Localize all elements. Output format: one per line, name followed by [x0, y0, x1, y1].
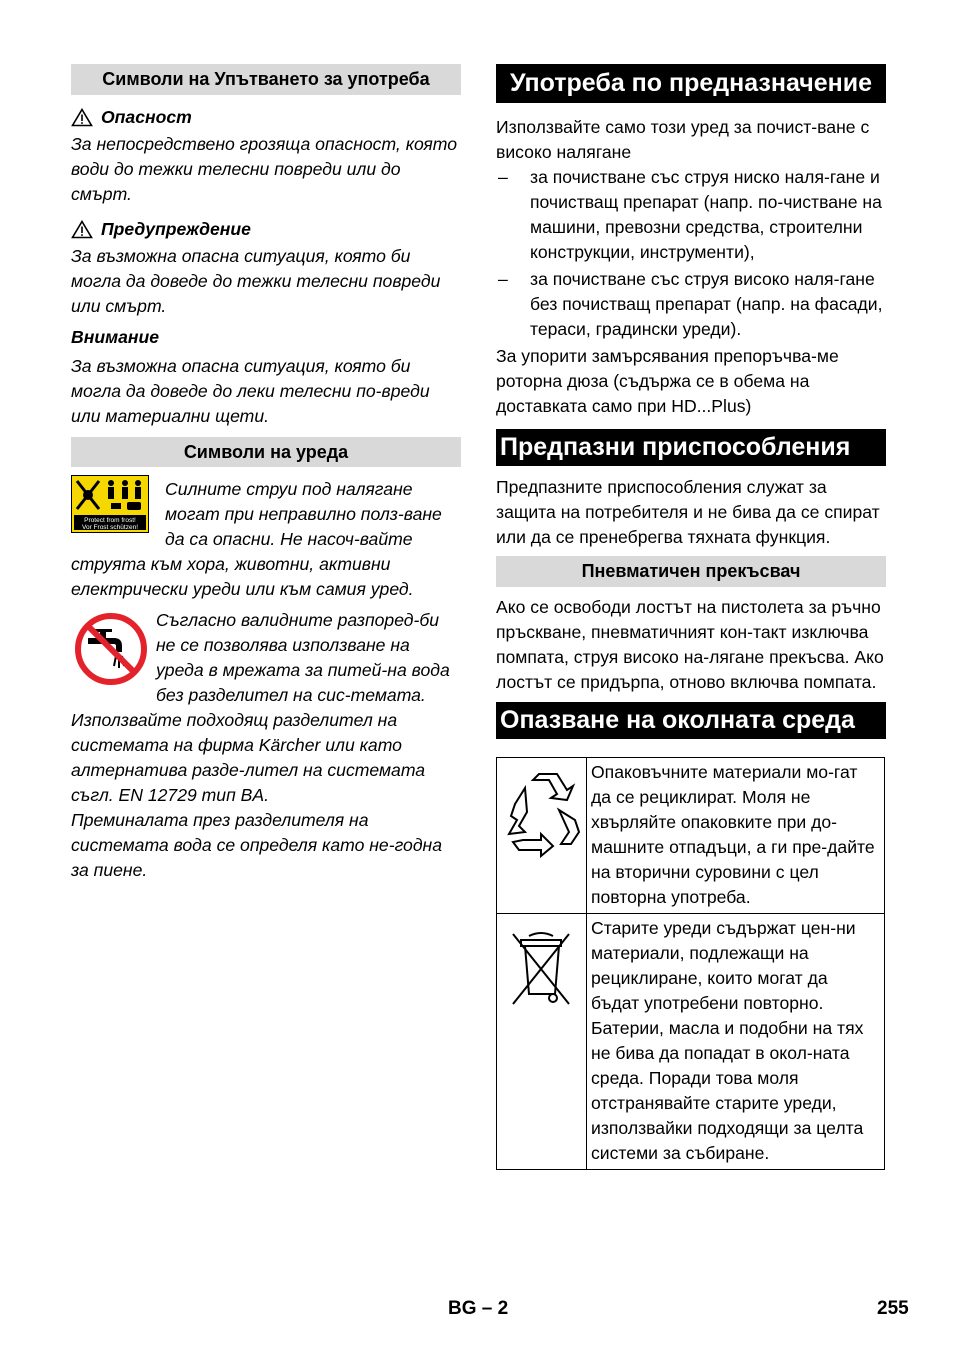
pressure-jet-warning-icon — [71, 475, 149, 533]
jet-warning-block — [71, 477, 461, 602]
bin-icon-cell — [497, 914, 587, 1170]
recycle-text: Опаковъчните материали мо-гат да се рециклират. Моля не хвърляйте опаковките при до-машните отпадъци, а ги пре-дайте на вторични суровини с цел повторна употреба. — [587, 758, 885, 914]
pneumatic-switch-text: Ако се освободи лостът на пистолета за ръчно пръскване, пневматичният кон-такт изключва помпата, струя високо на-лягане прекъсва. Ако лостът се придърпа, отново включва помпата. — [496, 597, 884, 692]
section-heading-environment: Опазване на околната среда — [496, 702, 886, 739]
warning-title: Предупреждение — [101, 219, 251, 239]
list-item — [496, 267, 886, 342]
section-heading-pneumatic-switch: Пневматичен прекъсвач — [496, 556, 886, 587]
old-devices-text: Старите уреди съдържат цен-ни материали, подлежащи на рециклиране, които могат да бъдат употребени повторно. Батерии, масла и подобни на тях не бива да попадат в окол-ната среда. Поради това моля отстранявайте старите уреди, използвайки подходящи за целта системи за събиране. — [587, 914, 885, 1170]
sign-label-2: Vor Frost schützen! — [82, 524, 138, 531]
danger-text: За непосредствено грозяща опасност, която води до тежки телесни повреди или до смърт. — [71, 134, 458, 204]
left-column — [71, 64, 461, 883]
recycle-icon — [497, 758, 586, 868]
danger-heading — [71, 105, 461, 130]
jet-warning-text: Силните струи под налягане могат при неправилно полз-ване да са опасни. Не насоч-вайте струята към хора, животни, активни електрически уреди или към самия уред. — [71, 479, 442, 599]
drinking-water-text: Съгласно валидните разпоред-би не се позволява използване на уреда в мрежата за питей-на вода без разделител на сис-темата. Използвайте подходящ разделител на системата на фирма Kärcher или като алтернатива разде-лител на системата съгл. EN 12729 тип BA. — [71, 610, 450, 805]
list-item — [496, 165, 886, 265]
section-heading-device-symbols: Символи на уреда — [71, 437, 461, 467]
section-heading-safety-devices: Предпазни приспособления — [496, 429, 886, 466]
intended-use-intro: Използвайте само този уред за почист-ване с високо налягане — [496, 117, 870, 162]
warning-text: За възможна опасна ситуация, която би могла да доведе до тежки телесни повреди или смърт. — [71, 246, 441, 316]
sign-label-1: Protect from frost! — [84, 517, 136, 524]
dash-mark: – — [498, 167, 508, 187]
crossed-bin-icon — [497, 914, 586, 1024]
footer-section-label: BG – 2 — [448, 1298, 509, 1319]
dash-mark: – — [498, 269, 508, 289]
caution-title: Внимание — [71, 327, 160, 347]
table-row — [497, 914, 885, 1170]
footer-page-number: 255 — [877, 1298, 909, 1319]
warning-triangle-icon — [71, 108, 93, 127]
drinking-water-text-2: Преминалата през разделителя на системата вода се определя като не-годна за пиене. — [71, 810, 443, 880]
warning-heading — [71, 217, 461, 242]
warning-triangle-icon — [71, 220, 93, 239]
recycle-icon-cell — [497, 758, 587, 914]
drinking-water-block — [71, 608, 461, 883]
danger-title: Опасност — [101, 107, 192, 127]
bullet-high-pressure: за почистване със струя високо наля-гане без почистващ препарат (напр. на фасади, тераси, градински уреди). — [530, 269, 883, 339]
section-heading-manual-symbols: Символи на Упътването за употреба — [71, 64, 461, 95]
caution-text: За възможна опасна ситуация, която би могла да доведе до леки телесни по-вреди или материални щети. — [71, 356, 430, 426]
bullet-low-pressure: за почистване със струя ниско наля-гане и почистващ препарат (напр. по-чистване на машини, превозни средства, строителни конструкции, инструменти), — [530, 167, 882, 262]
environment-table — [496, 757, 885, 1170]
right-column — [496, 64, 886, 1170]
table-row — [497, 758, 885, 914]
no-drinking-water-icon — [74, 612, 148, 686]
section-heading-intended-use: Употреба по предназначение — [496, 64, 886, 103]
rotor-nozzle-text: За упорити замърсявания препоръчва-ме роторна дюза (съдържа се в обема на доставката само при HD...Plus) — [496, 346, 839, 416]
safety-devices-text: Предпазните приспособления служат за защита на потребителя и не бива да се спират или да се пренебрегва тяхната функция. — [496, 477, 880, 547]
